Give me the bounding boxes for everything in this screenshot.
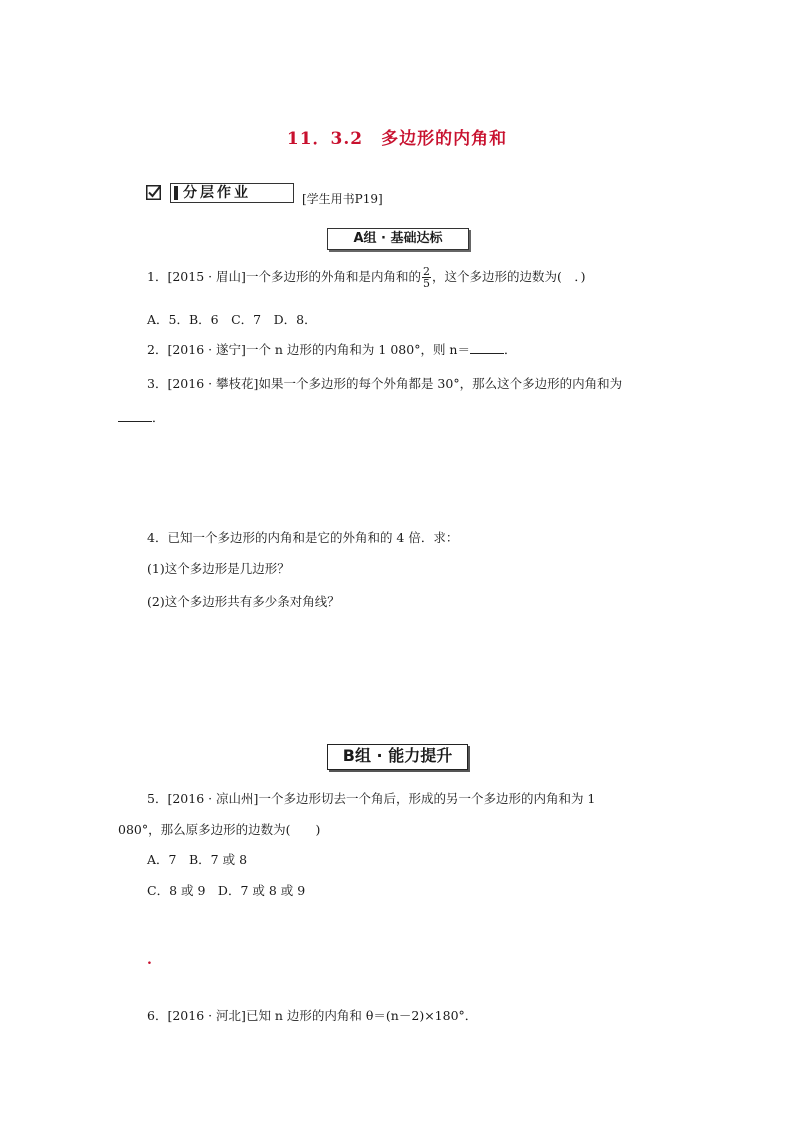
question-1 (147, 266, 585, 289)
checkbox-icon (146, 185, 161, 200)
question-3: 3．[2016 · 攀枝花]如果一个多边形的每个外角都是 30°，那么这个多边形的内角和为 (147, 376, 623, 391)
question-5: 5．[2016 · 凉山州]一个多边形切去一个角后，形成的另一个多边形的内角和为 1 (147, 791, 596, 806)
question-5-line-2: 080°，那么原多边形的边数为( ) (118, 822, 321, 837)
question-6: 6．[2016 · 河北]已知 n 边形的内角和 θ＝(n－2)×180°． (147, 1008, 478, 1023)
question-1-fraction (422, 266, 431, 289)
page-title: 11．3.2 多边形的内角和 (286, 129, 508, 149)
question-1-text-end: ，这个多边形的边数为( ．) (431, 269, 586, 284)
question-4-part-1: (1)这个多边形是几边形？ (147, 561, 290, 576)
question-4-part-2: (2)这个多边形共有多少条对角线？ (147, 594, 340, 609)
question-2-text: 2．[2016 · 遂宁]一个 n 边形的内角和为 1 080°，则 n＝ (147, 342, 470, 357)
question-4: 4．已知一个多边形的内角和是它的外角和的 4 倍．求： (147, 530, 459, 545)
homework-label: 分层作业 (183, 185, 251, 201)
student-book-reference: [学生用书P19] (302, 192, 383, 206)
question-2 (147, 340, 516, 358)
question-5-options-cd: C．8 或 9 D．7 或 8 或 9 (147, 883, 306, 898)
question-5-options-ab: A．7 B．7 或 8 (147, 852, 248, 867)
question-1-options: A．5．B．6 C．7 D．8． (147, 312, 317, 327)
fraction-denominator: 5 (422, 277, 430, 290)
question-3-end: ． (152, 410, 165, 425)
fraction-numerator: 2 (422, 265, 430, 278)
group-b-header: B组 · 能力提升 (327, 744, 468, 770)
answer-blank (118, 410, 152, 422)
group-a-header: A组 · 基础达标 (327, 228, 469, 250)
question-3-line-2 (118, 408, 165, 426)
stray-mark: . (147, 952, 152, 968)
homework-label-box (170, 183, 294, 203)
question-1-text: 1．[2015 · 眉山]一个多边形的外角和是内角和的 (147, 269, 421, 284)
label-bar-icon (174, 186, 178, 200)
answer-blank (470, 342, 504, 354)
question-2-end: ． (503, 342, 517, 357)
